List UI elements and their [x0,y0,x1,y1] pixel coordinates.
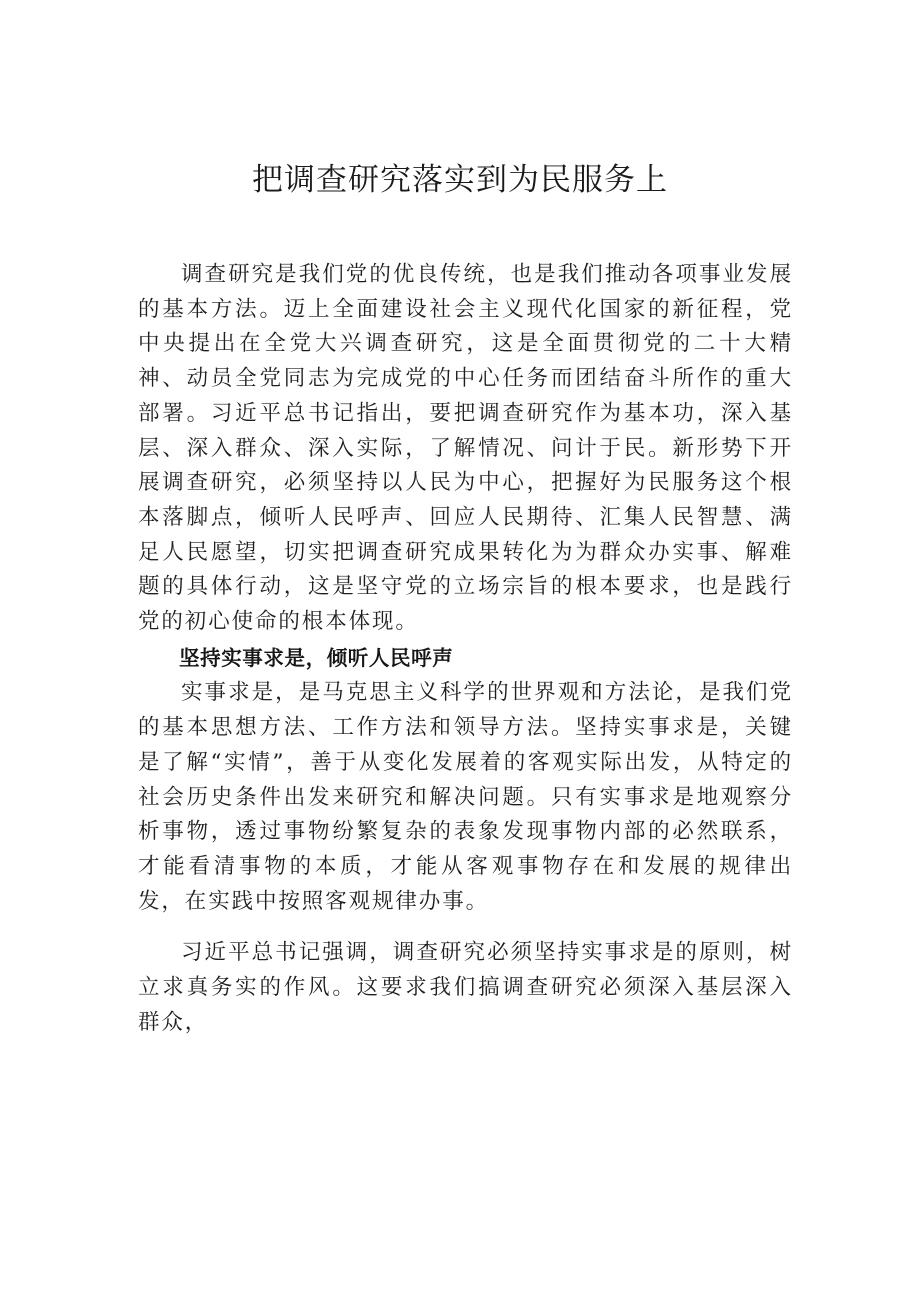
paragraph-section-1: 实事求是，是马克思主义科学的世界观和方法论，是我们党的基本思想方法、工作方法和领导方法。坚持实事求是，关键是了解“实情”，善于从变化发展着的客观实际出发，从特定的社会历史条件出发来研究和解决问题。只有实事求是地观察分析事物，透过事物纷繁复杂的表象发现事物内部的必然联系，才能看清事物的本质，才能从客观事物存在和发展的规律出发，在实践中按照客观规律办事。 [138,680,793,914]
paragraph-section-2: 习近平总书记强调，调查研究必须坚持实事求是的原则，树立求真务实的作风。这要求我们搞调查研究必须深入基层深入群众， [138,940,793,1035]
document-body [138,258,793,1040]
section-heading: 坚持实事求是，倾听人民呼声 [179,645,454,670]
document-title: 把调查研究落实到为民服务上 [252,162,668,198]
paragraph-intro: 调查研究是我们党的优良传统，也是我们推动各项事业发展的基本方法。迈上全面建设社会主义现代化国家的新征程，党中央提出在全党大兴调查研究，这是全面贯彻党的二十大精神、动员全党同志为完成党的中心任务而团结奋斗所作的重大部署。习近平总书记指出，要把调查研究作为基本功，深入基层、深入群众、深入实际，了解情况、问计于民。新形势下开展调查研究，必须坚持以人民为中心，把握好为民服务这个根本落脚点，倾听人民呼声、回应人民期待、汇集人民智慧、满足人民愿望，切实把调查研究成果转化为为群众办实事、解难题的具体行动，这是坚守党的立场宗旨的根本要求，也是践行党的初心使命的根本体现。 [138,262,793,635]
